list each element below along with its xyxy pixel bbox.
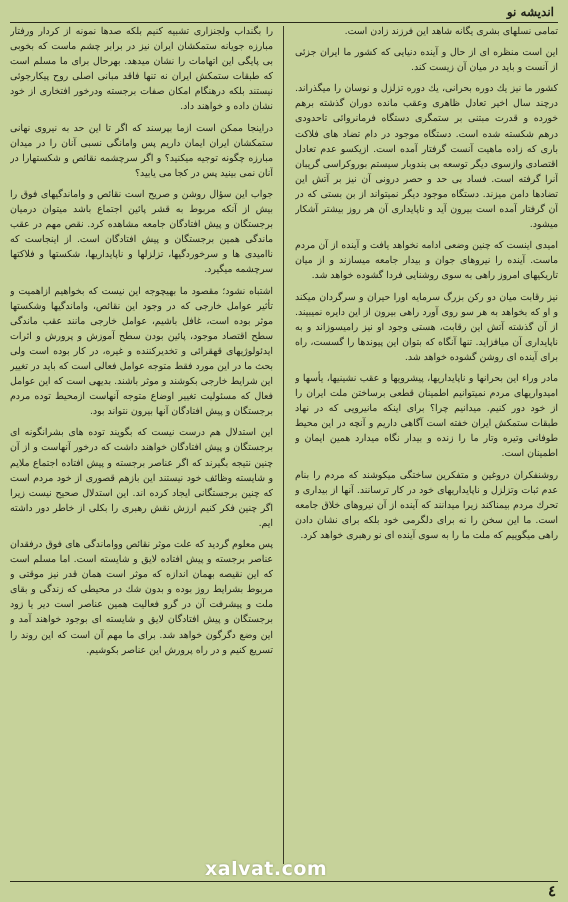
paragraph: تمامی نسلهای بشری یگانه شاهد این فرزند زادن است. (344, 26, 558, 37)
left-column (10, 24, 273, 864)
paragraph: نیز رقابت میان دو رکن بزرگ سرمایه اورا حیران و سرگردان میکند و او که بخواهد به هر سو روی آورد راهی بیرون از این دایره نمیبیند. از آن گذشته آتش این رقابت، هستی وجود او نیز رامیسوزاند و به ناپایداری آن میافزاید. تنها آنگاه که بتوان این پیوندها را گسست، راه برای آینده ای روشن گشوده خواهد شد. (295, 291, 558, 363)
paragraph: امیدی اینست که چنین وضعی ادامه نخواهد یافت و آینده از آن مردم ماست. آینده را نیروهای جوان و بیدار جامعه میسازند و از میان تاریکیهای امروز راهی به سوی روشنایی فردا گشوده خواهد شد. (295, 240, 558, 282)
paragraph: جواب این سؤال روشن و صریح است نقائص و واماندگیهای فوق را بیش از آنکه مربوط به قشر پائین اجتماع باشد میتوان درمیان برجستگان و پیش افتادگان جامعه مشاهده کرد. نقص مهم در عقب ماندگی همین برجستگان و پیش افتادگان است. از اینجاست که ناامیدی ها و سرخوردگیها، تزلزلها و ناپایداریها، شکستها و فلاکتها سرچشمه میگیرد. (10, 188, 273, 276)
paragraph: را بگنداب ولجنزاری تشبیه کنیم بلکه صدها نمونه از کردار ورفتار مبارزه جویانه ستمکشان ایران نیز در برابر چشم ماست که بخوبی بی پایگی این اتهامات را نشان میدهد. بهرحال برای ما مسلم است که طبقات ستمکش ایران نه تنها فاقد مبانی اصلی روح پیکارجوئی نیستند بلکه درهنگام امکان صفات برجسته ودرخور افتخاری از خود نشان داده و خواهند داد. (10, 26, 273, 113)
paragraph: این است منظره ای از حال و آینده دنیایی که کشور ما ایران جزئی از آنست و باید در میان آن زیست کند. (295, 47, 558, 74)
paragraph: پس معلوم گردید که علت موثر نقائص وواماندگی های فوق درفقدان عناصر برجسته و پیش افتاده لایق و شایسته است. اما مسلم است که این نقیصه بهمان اندازه که موثر است همان قدر نیز موقتی و مربوط بشرایط روز بوده و بدون شك در محیطی که زندگی و بقای ملت و پیشرفت آن در گرو فعالیت همین عناصر است دیر یا زود برجستگان و پیش افتادگان لایق و شایسته ای بوجود خواهند آمد و این وضع دگرگون خواهد شد. برای ما مهم آن است که این روند را تسریع کنیم و در راه پرورش این عناصر بکوشیم. (10, 539, 273, 656)
column-divider (283, 26, 284, 864)
right-column (295, 24, 558, 864)
paragraph: اشتباه نشود؛ مقصود ما بهیچوجه این نیست که بخواهیم ازاهمیت و تأثیر عوامل خارجی که در وجود این نقائص، واماندگیها وشکستها موثر بوده است، غافل باشیم، عوامل خارجی مانند عقب ماندگی سطح اقتصاد موجود، پائین بودن سطح آموزش و پرورش و اثرات ایدئولوژیهای قهقرائی و تخدیرکننده و غیره، در کار بوده است ولی بحث ما در این مورد فقط متوجه عوامل فعالی است که باید در تغییر این شرایط خارجی بکوشند و موثر باشند. بدیهی است که این عوامل فعال که مسئولیت تغییر اوضاع متوجه آنهاست ازمحیط توده مردم برجستگان و پیش افتادگان آنها بیرون نتواند بود. (10, 285, 273, 418)
paragraph: این استدلال هم درست نیست که بگویند توده های بشرانگونه ای برجستگان و پیش افتادگان خواهند داشت که درخور آنهاست و از آن چنین نتیجه بگیرند که اگر عناصر برجسته و پیش افتاده اجتماع ملایم و شایسته وظائف خود نیستند این بازهم قصوری از خود مردم است که چنین برجستگانی ایجاد کرده اند. این استدلال صحیح نیست زیرا اگر چنین فکر کنیم ارزش نقش رهبری را بکلی از خاطر دور داشته ایم. (10, 427, 273, 529)
running-title: اندیشه نو (506, 5, 554, 19)
page-header (10, 4, 558, 23)
footer-rule (10, 881, 558, 882)
paragraph: کشور ما نیز یك دوره بحرانی، یك دوره تزلزل و نوسان را میگذراند. درچند سال اخیر تعادل ظاهری وعقب مانده دوران گذشته برهم خورده و قدرت مبتنی بر ستمگری دستگاه فرمانروائی تاحدودی درهم شکسته شده است. دستگاه موجود در دام تضاد های فلاکت باری که زاده ماهیت آنست گرفتار آمده است. ازیکسو عدم تعادل اقتصادی وازسوی دیگر توسعه بی بندوبار سیستم بوروکراسی گریبان آنرا گرفته است. فساد بی حد و حصر درونی آن نیز بر آتش این تضادها دامن میزند. دستگاه موجود دیگر نمیتواند از بن بستی که در آن گرفتار آمده است بیرون آید و ناپایداری آن هر روز بیشتر آشکار میشود. (295, 83, 558, 231)
watermark: xalvat.com (205, 858, 328, 880)
paragraph: روشنفکران دروغین و متفکرین ساختگی میکوشند که مردم را بنام عدم ثبات وتزلزل و ناپایداریهای خود در کار ترسانند. آنها از بیداری و تحرك مردم بیمناکند زیرا میدانند که آینده از آن نیروهای خلاق جامعه است. ما این سخن را نه برای دلگرمی خود بلکه برای نشان دادن راهی میگوییم که ملت ما را به سوی آینده ای نو رهبری خواهد کرد. (295, 469, 558, 541)
page-number: ٤ (547, 882, 556, 900)
paragraph: دراینجا ممکن است ازما بپرسند که اگر تا این حد به نیروی نهانی ستمکشان ایران ایمان داریم پس وامانگی نسبی آنان را در میدان مبارزه چگونه توجیه میکنید؟ و اگر سرچشمه نقائص و شکستهارا در آنان نمی بینید پس در کجا می یابید؟ (10, 122, 273, 179)
paragraph: مادر وراء این بحرانها و ناپایداریها، پیشرویها و عقب نشینیها، یأسها و امیدواریهای مردم نمیتوانیم اطمینان قطعی برساختن ملت ایران را از خود دور کنیم. میدانیم چرا؟ برای اینکه مانیرویی که در نهاد طبقات ستمکش ایران خفته است آگاهی داریم و آنچه در این محیط طوفانی وتیره وتار ما را زنده و بیدار نگاه میدارد همین ایمان و اطمینان است. (295, 372, 558, 460)
